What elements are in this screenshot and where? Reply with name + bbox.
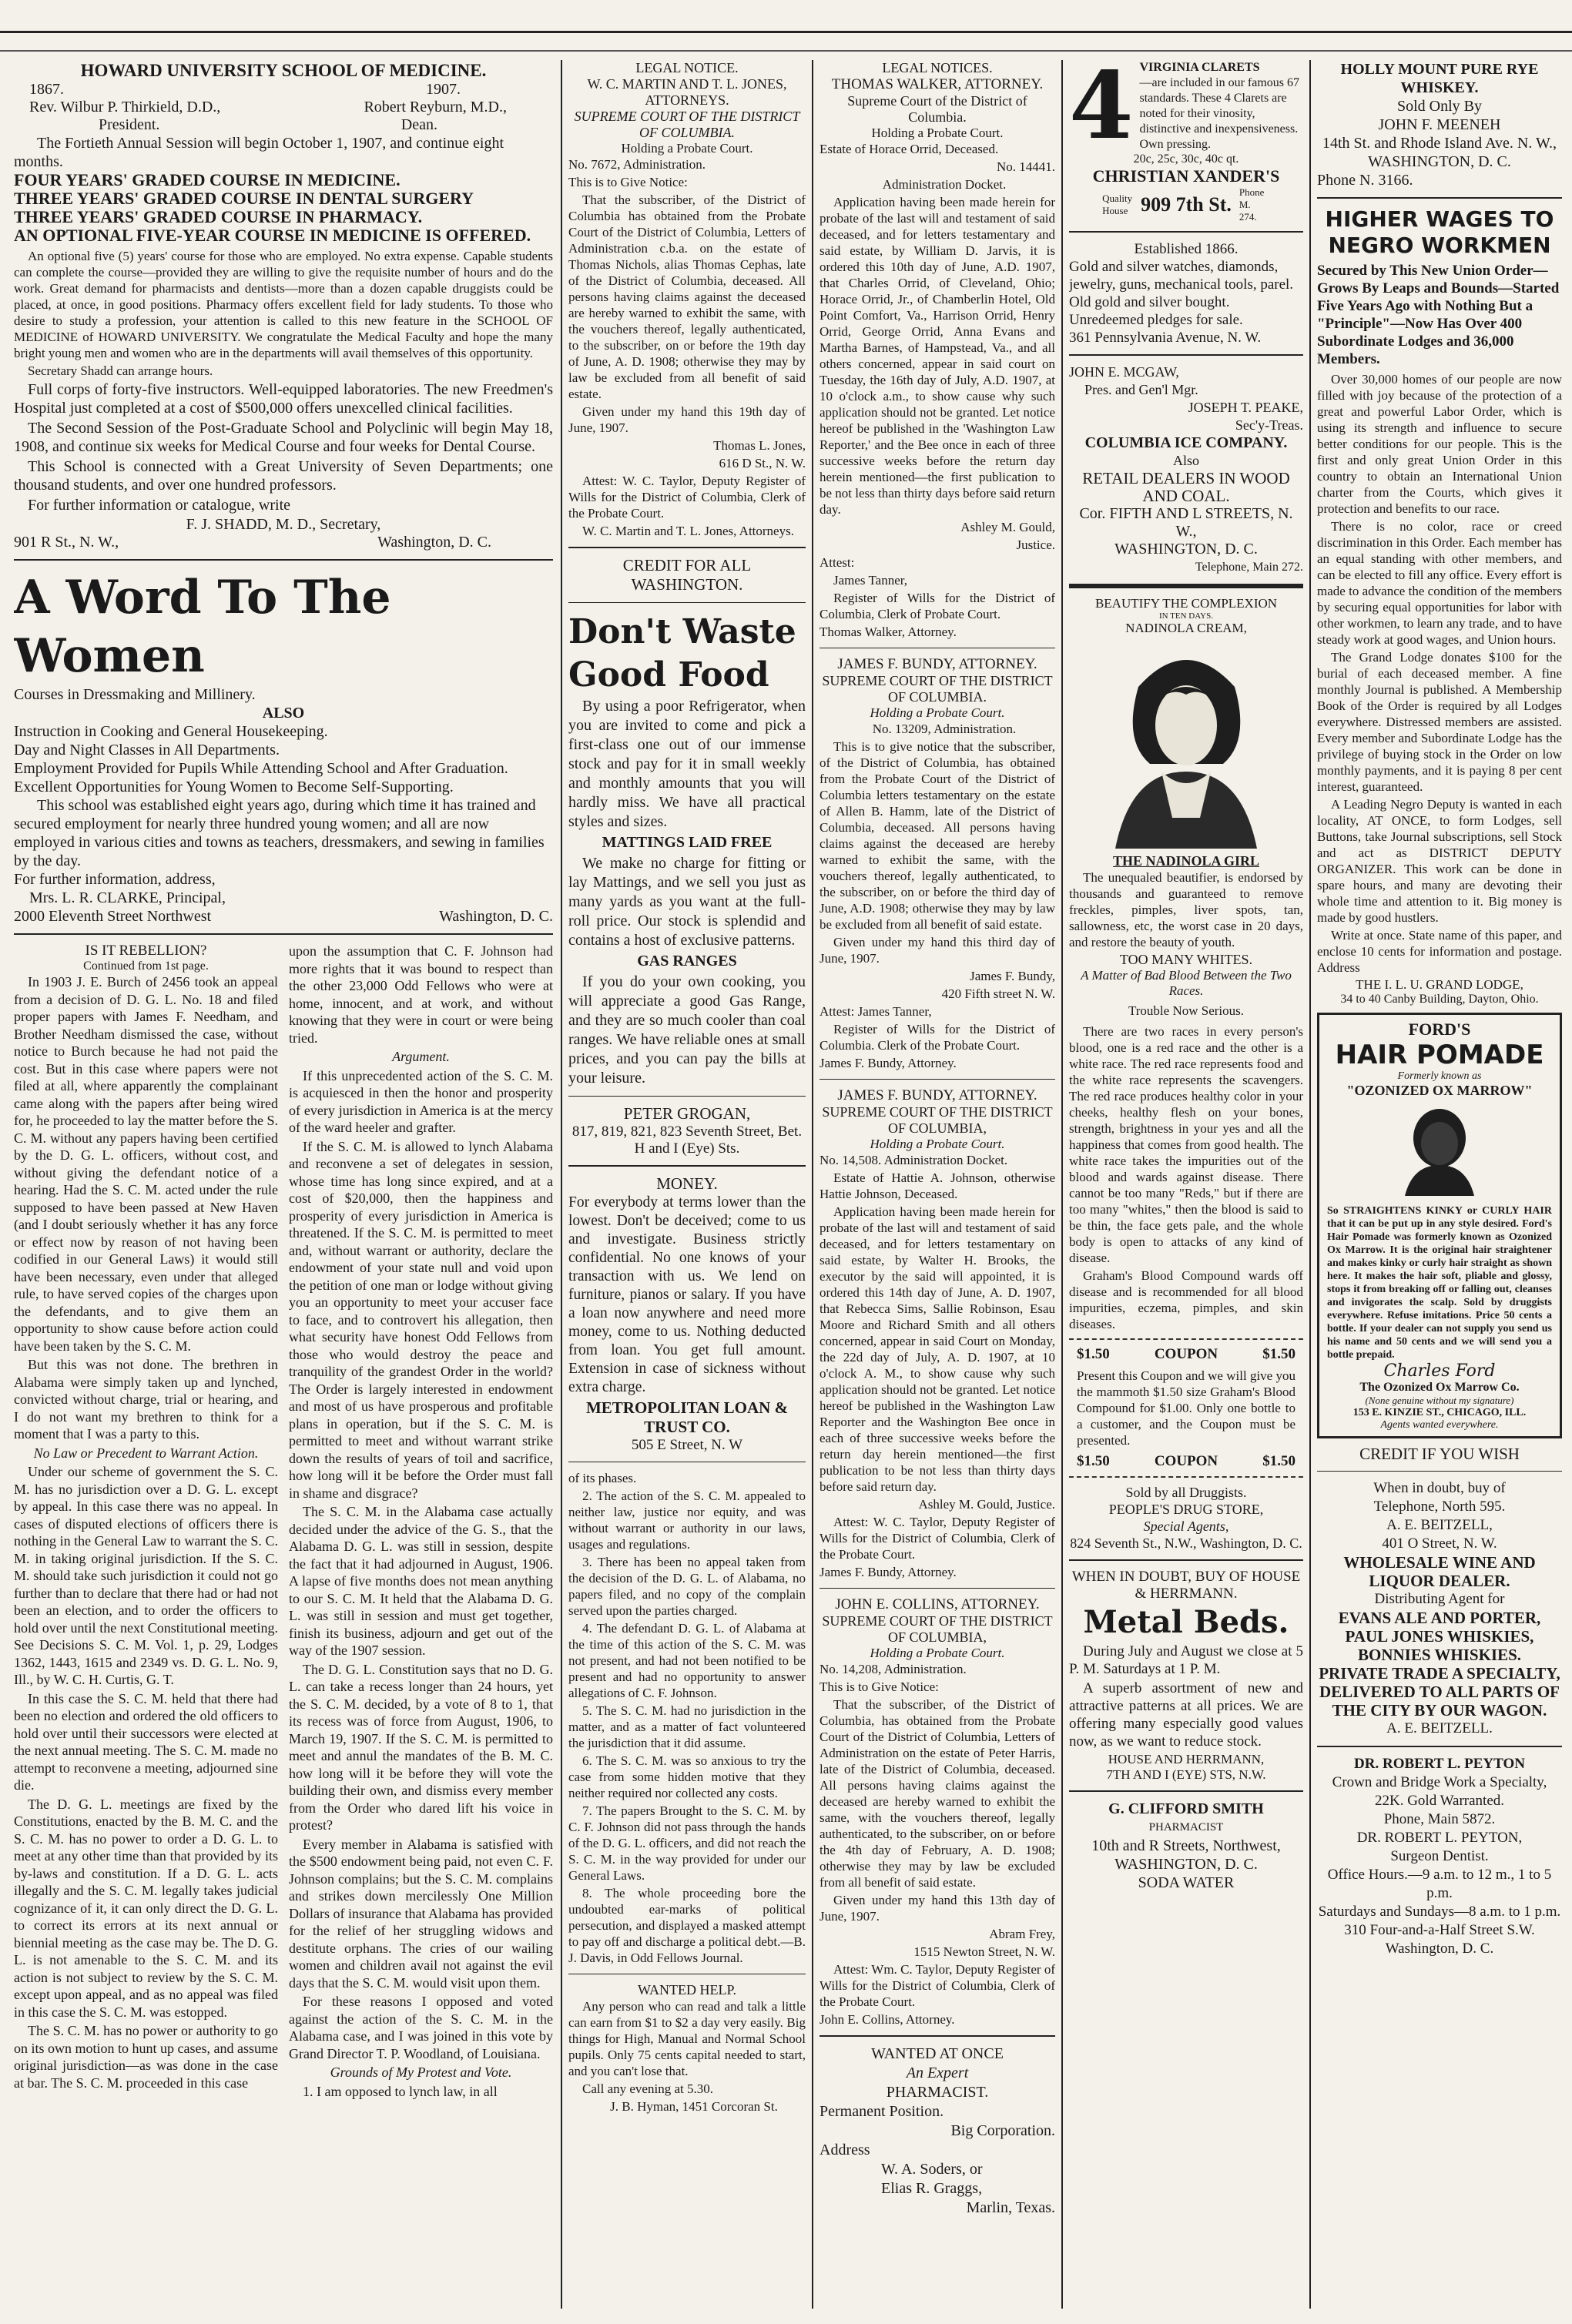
divider [1317,197,1562,199]
wages-text: Over 30,000 homes of our people are now filled with joy because of the protection of a great and powerful Labor Order, which is using its strength and influence to secure better conditions for our people. This is the first and only great Union Order in this country to obtain an International Union charter from the Courts, which gives it protection and benefits to our race. [1317,372,1562,516]
article-para: of its phases. [568,1471,637,1485]
hh-address: 7TH AND I (EYE) STS, N.W. [1106,1767,1266,1782]
legal-signer-address: 420 Fifth street N. W. [941,986,1055,1001]
article-para: If the S. C. M. is allowed to lynch Alabama and reconvene a set of delegates in session, whose time has long since expired, and at a cost of $20,000, then the happiness and prosperity of every jurisdiction in America is threatened. If the S. C. M. is permitted to meet and, without warrant or authority, declare the endowment of your state null and void upon the petition of one man or lodge without giving you an opportunity to meet your accuser face to face, and to controvert his allegation, then what security have honest Odd Fellows from those who would destroy the peace and tranquility of the grandest Order in the world? The Order is largely interested in endowment and most of us have prosperous and profitable plans in operation, but if the S. C. M. is permitted to meet and without warrant strike down the results of years of toil and sacrifice, how long will it be before the Order must fall in shame and disgrace? [289,1138,553,1501]
article-para: 2. The action of the S. C. M. appealed to neither law, justice nor equity, and was without warrant or authority in our laws, usages and regulations. [568,1488,806,1552]
divider [1069,1790,1303,1792]
article-para: upon the assumption that C. F. Johnson had more rights that it was bound to respect than the other 23,000 Odd Fellows who were at home, innocent, and at work, and without knowing that they were in court or were being tried. [289,943,553,1046]
coupon-border [1069,1476,1303,1478]
claret-prices: 20c, 25c, 30c, 40c qt. [1133,152,1239,166]
legal-attest: Attest: W. C. Taylor, Deputy Register of Wills for the District of Columbia, Clerk of the Probate Court. [568,474,806,521]
coupon-price: $1.50 [1262,1453,1295,1469]
legal-signer: Abram Frey, [989,1927,1055,1941]
legal-number: No. 13209, Administration. [872,722,1017,736]
wages-text: Write at once. State name of this paper, and enclose 10 cents for information and postage. Address [1317,928,1562,975]
legal-probate: Holding a Probate Court. [621,141,753,156]
wages-title: HIGHER WAGES TO NEGRO WORKMEN [1325,206,1554,258]
article-para: In 1903 J. E. Burch of 2456 took an appeal from a decision of D. G. L. No. 18 and filed proper papers with James F. Needham, and Brother Needham dismissed the case, without notice to Burch because he had not paid the cost. But in this case where papers were not filed at all, where apparently the complainant came along with the papers after being wired for, he proceeded to lay the matter before the S. C. M. without any papers having been certified by the D. G. L. officers, without cost, and without giving the defendant notice of a hearing. Had the S. C. M. acted under the rule supposed to have been passed at New Haven (and I doubt seriously whether it has any force or effect now by reason of not having been codified in our General Laws) it would still have been necessary, even under that alleged rule, to have served copies of the charges upon the defendants, and to give them an opportunity to show cause before action could have been taken by the S. C. M. [14,974,278,1354]
legal-attorney: JAMES F. BUNDY, ATTORNEY. [837,656,1037,672]
article-para: 6. The S. C. M. was so anxious to try the case from some hidden motive that they neither required nor collected any costs. [568,1753,806,1800]
pomade-formerly: Formerly known as [1397,1070,1482,1082]
legal-give: This is to Give Notice: [820,1679,939,1694]
women-ad [14,568,553,926]
coupon-label: COUPON [1154,1453,1218,1469]
legal-probate: Holding a Probate Court. [870,1646,1005,1660]
women-also: ALSO [262,705,305,722]
howard-intro: The Fortieth Annual Session will begin October 1, 1907, and continue eight months. [14,135,504,170]
beitzell-address: 401 O Street, N. W. [1382,1535,1497,1552]
legal-text: Application having been made herein for probate of the last will and testament of said deceased, and for letters testamentary and said estate, by William D. Jarvis, it is ordered this 10th day of June, A.D. 1907, that Charles Orrid, of Cleveland, Ohio; Horace Orrid, Jr., of Chamberlin Hotel, Old Point Comfort, Va., Harrison Orrid, Henry Orrid, George Orrid, Anna Evans and Martha Barnes, of Hampstead, Va., and all others concerned, appear in said court on Tuesday, the 16th day of July, A.D. 1907, at 10 o'clock a.m., to show cause why such application should not be granted. Let notice hereof be published in the 'Washington Law Reporter,' and the Bee once in each of three successive weeks before the return day herein mentioned—the first publication to be not less than thirty days before said return day. [820,195,1055,517]
wanted-heading: WANTED HELP. [638,1982,736,1998]
legal-number: No. 14,208, Administration. [820,1662,967,1676]
peoples-address: 824 Seventh St., N.W., Washington, D. C. [1070,1535,1302,1551]
ice-retail: RETAIL DEALERS IN WOOD AND COAL. [1082,469,1290,505]
ozco-name: The Ozonized Ox Marrow Co. [1359,1381,1520,1394]
article-para: Every member in Alabama is satisfied with the $500 endowment being paid, not even C. F. Johnson complains; but the S. C. M. complains and strikes down mercilessly One Million Dollars of insurance that Alabama has provided for the relief of her struggling widows and destitute orphans. The cries of our wailing women and children avail not against the evil days that the S. C. M. would visit upon them. [289,1836,553,1991]
peyton-title: Surgeon Dentist. [1390,1848,1489,1864]
women-city: Washington, D. C. [439,908,553,925]
women-line: Courses in Dressmaking and Millinery. [14,686,256,703]
legal-attorney-footer: Thomas Walker, Attorney. [820,625,957,639]
legal-number: No. 14,508. Administration Docket. [820,1153,1008,1167]
howard-signer: F. J. SHADD, M. D., Secretary, [186,516,381,533]
wages-text: A Leading Negro Deputy is wanted in each locality, AT ONCE, to form Lodges, sell Buttons, take Journal subscriptions, sell Stock and act as DISTRICT DEPUTY ORGANIZER. This work can be done in spare hours, and many are devoting their whole time and attention to it. Big money is made by good hustlers. [1317,797,1562,925]
legal-text: That the subscriber, of the District of Columbia has obtained from the Probate Court of the District of Columbia, Letters of Administration c.b.a. on the estate of Thomas Nichols, alias Thomas Cephas, late of the District of Columbia, deceased. All persons having claims against the deceased are hereby warned to exhibit the same, with the vouchers thereof, legally authenticated, to the subscriber, on or before the 19th day of June, A. D. 1908; otherwise they may by law be excluded from all benefit of said estate. [568,193,806,401]
howard-address: 901 R St., N. W., [14,534,119,551]
article-para: For these reasons I opposed and voted against the action of the S. C. M. in the Alabama case, and I was joined in this vote by Grand Director T. P. Woodland, of Louisiana. [289,1994,553,2061]
legal-attorney-footer: James F. Bundy, Attorney. [820,1565,957,1579]
coupon-price: $1.50 [1262,1346,1295,1362]
column-3 [820,60,1055,2309]
gas-heading: GAS RANGES [637,953,737,969]
divider [1069,584,1303,588]
holly-title: HOLLY MOUNT PURE RYE WHISKEY. [1340,61,1539,96]
peyton-ad [1317,1755,1562,1958]
wages-text: There is no color, race or creed discrimination in this Order. Each member has an equal standing with other members, and can be elected to fill any office. Every effort is made to advance the condition of the members by securing equal opportunities for labor with other workmen, to learn any trade, and to have steady work at good wages, and Union hours. [1317,519,1562,647]
whites-trouble: Trouble Now Serious. [1128,1003,1245,1018]
money-heading: MONEY. [656,1174,718,1193]
portrait-icon [1084,641,1288,849]
column-rule [812,60,813,2309]
howard-para: For further information or catalogue, write [28,497,290,514]
wanted-contact: W. A. Soders, or [881,2161,983,2178]
fords-pomade-ad [1317,1013,1562,1438]
role-label: President. [99,116,160,133]
legal-court: SUPREME COURT OF THE DISTRICT OF COLUMBIA. [822,673,1053,705]
article-para: 3. There has been no appeal taken from the decision of the D. G. L. of Alabama, no papers filed, and no copy of the complain served upon the parties charged. [568,1555,806,1618]
article-para: If this unprecedented action of the S. C. M. is acquiesced in then the honor and prosperity of every jurisdiction in America is at the mercy of the ward heeler and grafter. [289,1067,553,1135]
pawn-address: 361 Pennsylvania Avenue, N. W. [1069,330,1262,346]
beitzell-wholesale: WHOLESALE WINE AND LIQUOR DEALER. [1343,1553,1536,1590]
divider [568,1096,806,1097]
ozco-note: (None genuine without my signature) [1365,1395,1514,1406]
portrait-icon [1397,1103,1482,1196]
metro-address: 505 E Street, N. W [631,1437,743,1453]
whites-text: There are two races in every person's blood, one is a red race and the other is a white race. The red race represents food and the white race represents the scavengers. The red race produces healthy color in your cheeks, healthy flesh on your bones, strength, brightness in your yes and all the happiness that comes from good health. The white race takes the impurities out of the blood and wards against disease. There cannot be too many "Reds," but if there are too many "whites," then the blood is said to be thin, the face gets pale, and the whole body is open to attacks of any kind of disease. [1069,1024,1303,1265]
pawn-ad [1069,240,1303,347]
holly-address: 14th St. and Rhode Island Ave. N. W., [1322,135,1557,152]
beitzell-telephone: Telephone, North 595. [1373,1499,1506,1515]
nadinola-girl-illustration [1084,641,1288,849]
divider [1317,1746,1562,1747]
legal-attorneys: W. C. MARTIN AND T. L. JONES, ATTORNEYS. [587,76,787,108]
article-para: 1. I am opposed to lynch law, in all [303,2083,498,2099]
wanted-corp: Big Corporation. [950,2122,1055,2139]
legal-estate: Estate of Horace Orrid, Deceased. [820,142,999,156]
legal-number: No. 14441. [996,159,1055,174]
ice-president: JOHN E. MCGAW, [1069,364,1179,380]
nadinola-ad [1069,596,1303,950]
article-para: 8. The whole proceeding bore the undoubted ear-marks of political persecution, and displayed a masked attempt to pay off and discharge a political debt.—B. J. Davis, in Odd Fellows Journal. [568,1886,806,1965]
wanted-heading: WANTED AT ONCE [871,2045,1004,2062]
howard-year-end: 1907. [426,81,461,98]
pawn-text: Old gold and silver bought. [1069,294,1230,310]
women-line: For further information, address, [14,871,216,888]
holly-phone: Phone N. 3166. [1317,172,1413,189]
beitzell-name: A. E. BEITZELL. [1386,1720,1493,1736]
whites-text: Graham's Blood Compound wards off disease and is recommended for all blood impurities, eczema, pimples, and skin diseases. [1069,1268,1303,1331]
druggists-line: Sold by all Druggists. [1125,1485,1247,1500]
article-para: The S. C. M. in the Alabama case actually decided under the advice of the G. S., that the Alabama D. G. L. was still in session, despite the fact that it had adjourned in August, 1906. A lapse of five months does not mean anything to our S. C. M. It held that the Alabama D. G. L. was still in session and must get together, finish its business, adjourn and get out of the way of the 1907 session. [289,1504,553,1658]
wages-text: The Grand Lodge donates $100 for the burial of each deceased member. A fine monthly Journal is published. A Membership Book of the Order is required by all Lodges everywhere. Distressed members are assisted. Every member and Subordinate Lodge has the privilege of buying stock in the Order on low monthly payments, and it is paying 8 per cent interest, guaranteed. [1317,650,1562,794]
legal-register-name: James Tanner, [833,573,908,588]
smith-soda: SODA WATER [1138,1874,1235,1891]
ilu-name: THE I. L. U. GRAND LODGE, [1356,977,1523,992]
legal-attorney-footer: John E. Collins, Attorney. [820,2012,955,2027]
xander-address: 909 7th St. [1141,193,1232,216]
grogan-name: PETER GROGAN, [623,1104,751,1123]
legal-attest: Attest: Wm. C. Taylor, Deputy Register of Wills for the District of Columbia, Clerk of the Probate Court. [820,1962,1055,2009]
hh-name: HOUSE AND HERRMANN, [1108,1752,1265,1766]
credit-heading: CREDIT IF YOU WISH [1359,1445,1520,1463]
divider [1069,231,1303,233]
legal-attorneys-footer: W. C. Martin and T. L. Jones, Attorneys. [582,524,794,538]
legal-text: Application having been made herein for probate of the last will and testament of said deceased, and for letters testamentary on said estate, by Walter H. Brooks, the executor by the said will appointed, it is ordered this 14th day of June, A. D. 1907, that Rebecca Sims, Sallie Robinson, Esau Moore and Richard Smith and all others concerned, appear in said Court on Monday, the 22d day of July, A. D. 1907, at 10 o'clock A. M., to show cause why such application should not be granted. Let notice hereof be published in the Washington Law Reporter and the Washington Bee once in each of three successive weeks before the return day herein mentioned—the first publication to be not less than thirty days before said return day. [820,1204,1055,1494]
divider [568,602,806,603]
ice-telephone: Telephone, Main 272. [1195,561,1303,574]
column-rule [1061,60,1063,2309]
legal-given: Given under my hand this 13th day of June, 1907. [820,1893,1055,1924]
hh-heading: WHEN IN DOUBT, BUY OF HOUSE & HERRMANN. [1071,1569,1301,1602]
women-title: A Word To The Women [14,571,391,683]
peoples-drug: PEOPLE'S DRUG STORE, [1108,1502,1264,1517]
divider [568,547,806,548]
smith-title: PHARMACIST [1148,1821,1224,1833]
howard-year-start: 1867. [29,81,64,98]
article-para: The D. G. L. meetings are fixed by the Constitutions, enacted by the B. M. C. and the S. C. M. has no power to order a D. G. L. to meet at any other time than that provided by its by-laws and constitution. If a D. G. L. acts illegally and the S. C. M. legally takes judicial cognizance of it, it can only direct the D. G. L. to correct its errors at its next annual or biennial meeting as the case may be. The D. G. L. is not amenable to the S. C. M. and its action is not subject to review by the S. C. M. except upon appeal, and as no appeal was filed in this case the S. C. M. was estopped. [14,1796,278,2020]
ilu-address: 34 to 40 Canby Building, Dayton, Ohio. [1340,993,1539,1006]
legal-given: Given under my hand this third day of June, 1907. [820,935,1055,966]
wanted-permanent: Permanent Position. [820,2103,944,2120]
divider [820,2035,1055,2037]
legal-register: Register of Wills for the District of Columbia. Clerk of the Probate Court. [820,1022,1055,1053]
wanted-call: Call any evening at 5.30. [582,2081,713,2096]
holly-city: WASHINGTON, D. C. [1368,153,1511,170]
ice-ad [1069,363,1303,576]
claret-text: —are included in our famous 67 standards. These 4 Clarets are noted for their vinosity, distinctive and inexpensiveness. Own pressing. [1139,76,1299,151]
legal-register: Register of Wills for the District of Columbia, Clerk of Probate Court. [820,591,1055,621]
gas-text: If you do your own cooking, you will appreciate a good Gas Range, and they are so much cooler than coal ranges. We have reliable ones at small prices, and you can pay the bills at your leisure. [568,973,806,1087]
waste-text: By using a poor Refrigerator, when you are invited to come and pick a first-class one out of our immense stock and pay for it in small weekly and monthly amounts that you will hardly miss. We have all practical styles and sizes. [568,698,806,830]
beitzell-name: A. E. BEITZELL, [1386,1517,1493,1533]
article-para: The D. G. L. Constitution says that no D. G. L. can take a recess longer than 24 hours, yet the S. C. M. decided, by a vote of 8 to 1, that its recess was of force from August, 1906, to March 19, 1907. If the S. C. M. is permitted to meet and annul the mandates of the B. M. C. how long will it be before they will vote the building their own, and dismiss every member from the Order who dared lift his voice in protest? [289,1661,553,1833]
wanted-expert: An Expert [906,2064,969,2081]
divider [820,1079,1055,1080]
howard-para: An optional five (5) years' course for those who are employed. No extra expense. Capable students can complete the course—provided they are willing to give the requisite number of hours and do the work. Great demand for pharmacists and dentists—more than a dozen capable druggists could be placed, at once, in good positions. Pharmacy offers excellent field for lady students. To those who desire to study a profession, your attention is called to this new feature in the SCHOOL OF MEDICINE of HOWARD UNIVERSITY. We congratulate the Medical Faculty and hope the many bright young men and women who are in the departments will avail themselves of this opportunity. [14,249,553,360]
course-line: THREE YEARS' GRADED COURSE IN PHARMACY. [14,207,423,226]
article-continued: Continued from 1st page. [83,959,209,973]
legal-signer: Ashley M. Gould, [960,520,1055,534]
ozco-agents: Agents wanted everywhere. [1380,1419,1499,1431]
wanted-address-label: Address [820,2141,870,2158]
beitzell-ad [1317,1445,1562,1738]
fords-signature: Charles Ford [1383,1361,1496,1381]
holly-sold: Sold Only By [1396,98,1483,115]
coupon-price: $1.50 [1077,1453,1110,1469]
article-para: Under our scheme of government the S. C. M. has no jurisdiction over a D. G. L. except by appeal. In this case there was no appeal. In cases of disputed elections of officers there is nothing in the General Law to warrant the S. C. M. in taking original jurisdiction. If the S. C. M. should take such jurisdiction it could not go further than to declare that there had or had not been an election, and to order the officers to hold over until the next Constitutional meeting. See Decisions S. C. M. Vol. 1, p. 29, Lodges 1362, 1443, 1615 and 2349 vs. D. G. L. No. 9, Ill., by W. C. H. Curtis, G. T. [14,1464,278,1687]
divider [1317,1471,1562,1472]
peyton-hours: Office Hours.—9 a.m. to 12 m., 1 to 5 p.m. [1327,1867,1552,1901]
article-para: In this case the S. C. M. held that there had been no election and ordered the old officers to hold over until their successors were elected at the next annual meeting. The S. C. M. made no attempt to reconvene a meeting, adjourned sine die. [14,1690,278,1793]
pomade-text: So STRAIGHTENS KINKY or CURLY HAIR that it can be put up in any style desired. Ford's Hair Pomade was formerly known as Ozonized Ox Marrow. It is the original hair straightener and makes kinky or curly hair straight as shown here. It makes the hair soft, pliable and glossy, stops it from breaking off or falling out, cleanses and invigorates the scalp. Sold by druggists everywhere. Refuse imitations. Price 50 cents a bottle. If your dealer can not supply you send us his name and 50 cents and we will send you a bottle prepaid. [1327,1205,1552,1361]
smith-name: G. CLIFFORD SMITH [1108,1800,1264,1817]
women-principal: Mrs. L. R. CLARKE, Principal, [29,889,226,906]
article-para: 4. The defendant D. G. L. of Alabama at the time of this action of the S. C. M. was not present, and had not been notified to be present and had no opportunity to answer allegations of C. F. Johnson. [568,1621,806,1700]
divider [568,1165,806,1167]
fords-name: FORD'S [1408,1020,1471,1039]
legal-give: This is to Give Notice: [568,175,688,189]
credit-heading: CREDIT FOR ALL WASHINGTON. [622,556,752,594]
legal-number: No. 7672, Administration. [568,157,706,172]
pawn-text: Gold and silver watches, diamonds, jewelry, guns, mechanical tools, parel. [1069,259,1294,293]
nadinola-caption: THE NADINOLA GIRL [1112,853,1260,869]
legal-notices-title: LEGAL NOTICES. [882,60,993,75]
coupon-label: COUPON [1154,1346,1218,1362]
masthead-rule [0,31,1572,52]
legal-attest: Attest: W. C. Taylor, Deputy Register of Wills for the District of Columbia, Clerk of the Probate Court. [820,1515,1055,1562]
coupon-text: Present this Coupon and we will give you the mammoth $1.50 size Graham's Blood Compound for $1.00. Only one bottle to a customer, and the Coupon must be presented. [1077,1368,1295,1448]
nadinola-days: IN TEN DAYS. [1159,611,1213,621]
column-2 [568,60,806,2309]
mattings-text: We make no charge for fitting or lay Mattings, and we sell you just as many yards as you want at the full-roll price. Our stock is splendid and contains a host of exclusive patterns. [568,855,806,949]
howard-president: Rev. Wilbur P. Thirkield, D.D., [29,99,221,116]
howard-para: This School is connected with a Great University of Seven Departments; one thousand students, and over one hundred professors. [14,458,553,494]
course-line: AN OPTIONAL FIVE-YEAR COURSE IN MEDICINE IS OFFERED. [14,226,531,245]
women-line: This school was established eight years ago, during which time it has trained and secured employment for nearly three hundred young women; and all are now employed in various cities and towns as teachers, dressmakers, and sewing in families by the day. [14,797,545,869]
legal-probate: Holding a Probate Court. [870,705,1005,720]
course-line: FOUR YEARS' GRADED COURSE IN MEDICINE. [14,170,401,189]
peyton-phone: Phone, Main 5872. [1383,1811,1496,1827]
women-address: 2000 Eleventh Street Northwest [14,908,212,925]
divider [14,559,553,561]
howard-ad [14,60,553,551]
beitzell-doubt: When in doubt, buy of [1373,1480,1506,1496]
howard-city: Washington, D. C. [377,534,491,551]
legal-signer-title: Justice. [1016,537,1055,552]
metal-text: During July and August we close at 5 P. M. Saturdays at 1 P. M. [1069,1643,1303,1677]
ice-president-title: Pres. and Gen'l Mgr. [1084,382,1198,397]
four-numeral: 4 [1069,60,1134,160]
howard-para: Full corps of forty-five instructors. Well-equipped laboratories. The new Freedmen's Hospital just completed at a cost of $500,000 offers unexcelled clinical facilities. [14,381,553,417]
pawn-established: Established 1866. [1134,241,1238,257]
quality-house: Quality House [1102,193,1133,216]
ice-secretary: JOSEPH T. PEAKE, [1188,400,1303,415]
legal-probate: Holding a Probate Court. [870,1137,1005,1151]
pomade-old-name: "OZONIZED OX MARROW" [1346,1083,1533,1098]
holly-ad [1317,60,1562,189]
legal-signer: James F. Bundy, [970,969,1055,983]
waste-title: Don't Waste Good Food [568,612,796,695]
money-text: For everybody at terms lower than the lowest. Don't be deceived; come to us and investigate. Business strictly confidential. No one knows of your transaction with us. We lend on furniture, pianos or salary. If you have a loan now anywhere and need more money, come to us. Nothing deducted from loan. You get full amount. Extension in case of sickness without extra charge. [568,1194,806,1395]
xander-name: CHRISTIAN XANDER'S [1092,166,1280,186]
peyton-name: DR. ROBERT L. PEYTON, [1356,1830,1523,1846]
divider [1069,354,1303,356]
course-line: THREE YEARS' GRADED COURSE IN DENTAL SURGERY [14,189,474,208]
legal-court: SUPREME COURT OF THE DISTRICT OF COLUMBIA, [822,1104,1053,1136]
nadinola-text: The unequaled beautifier, is endorsed by thousands and guaranteed to remove freckles, pimples, liver spots, tan, sallowness, etc, the worst case in 20 days, and restore the beauty of youth. [1069,870,1303,949]
beitzell-private: PRIVATE TRADE A SPECIALTY, DELIVERED TO ALL PARTS OF THE CITY BY OUR WAGON. [1319,1664,1560,1720]
article-subhead: No Law or Precedent to Warrant Action. [33,1445,259,1461]
article-subhead: Grounds of My Protest and Vote. [330,2064,512,2080]
women-line: Day and Night Classes in All Departments. [14,742,280,758]
women-line: Employment Provided for Pupils While Attending School and After Graduation. [14,760,508,777]
wanted-pharmacist-ad [820,2044,1055,2218]
nadinola-name: NADINOLA CREAM, [1125,621,1247,635]
howard-title: HOWARD UNIVERSITY SCHOOL OF MEDICINE. [80,61,487,80]
legal-probate: Holding a Probate Court. [871,126,1004,140]
article-para: 5. The S. C. M. had no jurisdiction in the matter, and as a matter of fact volunteered the jurisdiction that it did assume. [568,1703,806,1750]
legal-court: Supreme Court of the District of Columbia. [847,93,1027,125]
wanted-city: Marlin, Texas. [966,2199,1055,2216]
legal-text: That the subscriber, of the District of Columbia, has obtained from the Probate Court of the District of Columbia, Letters of Administration on the estate of Peter Harris, late of the District of Columbia, deceased. All persons having claims against the deceased are hereby warned to exhibit the same, with the vouchers thereof, legally authenticated, to the subscriber, on or before the 4th day of February, A. D. 1908; otherwise they may by law be excluded from all benefit of said estate. [820,1697,1055,1890]
ice-city: WASHINGTON, D. C. [1114,541,1258,558]
wanted-contact: J. B. Hyman, 1451 Corcoran St. [610,2099,778,2114]
ice-company: COLUMBIA ICE COMPANY. [1084,434,1288,451]
legal-estate: Estate of Hattie A. Johnson, otherwise Hattie Johnson, Deceased. [820,1170,1055,1201]
howard-para: Secretary Shadd can arrange hours. [28,363,213,378]
whites-subhead: A Matter of Bad Blood Between the Two Races. [1081,968,1292,998]
special-agents: Special Agents, [1143,1519,1229,1534]
legal-signer: Thomas L. Jones, [713,438,806,453]
wages-subhead: Secured by This New Union Order—Grows By Leaps and Bounds—Started Five Years Ago with Nothing But a "Principle"—Now Has Over 400 Subordinate Lodges and 36,000 Members. [1317,263,1560,367]
coupon[interactable] [1069,1346,1303,1470]
peyton-weekend: Saturdays and Sundays—8 a.m. to 1 p.m. [1318,1904,1561,1920]
legal-docket: Administration Docket. [882,177,1007,192]
howard-para: The Second Session of the Post-Graduate School and Polyclinic will begin May 18, 1908, and continue six weeks for Medical Course and four weeks for Dental Course. [14,420,553,455]
legal-court: SUPREME COURT OF THE DISTRICT OF COLUMBIA. [574,109,800,140]
coupon-price: $1.50 [1077,1346,1110,1362]
metro-name: METROPOLITAN LOAN & TRUST CO. [585,1398,789,1436]
pawn-text: Unredeemed pledges for sale. [1069,312,1243,328]
metal-beds-title: Metal Beds. [1083,1604,1289,1640]
virginia-clarets: VIRGINIA CLARETS [1139,61,1260,74]
article-para: 7. The papers Brought to the S. C. M. by C. F. Johnson did not pass through the hands of the D. G. L. officers, and did not reach the S. C. M. in the way provided for under our General Laws. [568,1803,806,1883]
legal-notice-title: LEGAL NOTICE. [635,60,739,75]
divider [820,1588,1055,1589]
beitzell-brands: EVANS ALE AND PORTER, PAUL JONES WHISKIES, BONNIES WHISKIES. [1338,1609,1541,1664]
beitzell-distributing: Distributing Agent for [1374,1591,1505,1607]
coupon-border [1069,1338,1303,1340]
peyton-crown: Crown and Bridge Work a Specialty, 22K. Gold Warranted. [1332,1774,1547,1809]
column-rule [561,60,562,2309]
wanted-text: Any person who can read and talk a little can earn from $1 to $2 a day very easily. Big things for High, Manual and Normal School pupils. Only 75 cents capital needed to start, and you can't lose that. [568,1999,806,2078]
smith-city: WASHINGTON, D. C. [1114,1856,1258,1873]
smith-address: 10th and R Streets, Northwest, [1091,1837,1281,1854]
nadinola-heading: BEAUTIFY THE COMPLEXION [1094,596,1278,611]
peyton-name: DR. ROBERT L. PEYTON [1354,1756,1525,1772]
legal-given: Given under my hand this 19th day of June, 1907. [568,404,806,435]
article-para: But this was not done. The brethren in Alabama were simply taken up and lynched, convicted without charge, trial or hearing, and I do not want my brethren to think for a moment that I was a party to this. [14,1357,278,1442]
legal-attorney: THOMAS WALKER, ATTORNEY. [831,76,1044,92]
women-line: Instruction in Cooking and General Housekeeping. [14,723,328,740]
article-title: IS IT REBELLION? [85,943,207,959]
ozco-address: 153 E. KINZIE ST., CHICAGO, ILL. [1352,1407,1527,1418]
metal-text: A superb assortment of new and attractive patterns at all prices. We are offering many especially good values now, as we want to reduce stock. [1069,1680,1303,1750]
ice-secretary-title: Sec'y-Treas. [1235,417,1303,433]
peyton-address: 310 Four-and-a-Half Street S.W. Washington, D. C. [1344,1922,1535,1957]
legal-attorney-footer: James F. Bundy, Attorney. [820,1056,957,1070]
whites-heading: TOO MANY WHITES. [1119,952,1253,967]
mattings-heading: MATTINGS LAID FREE [602,834,773,851]
legal-signer-address: 616 D St., N. W. [719,456,806,470]
women-line: Excellent Opportunities for Young Women to Become Self-Supporting. [14,779,454,795]
holly-dealer: JOHN F. MEENEH [1378,116,1501,133]
grogan-address: 817, 819, 821, 823 Seventh Street, Bet. H and I (Eye) Sts. [571,1123,803,1157]
legal-text: This is to give notice that the subscriber, of the District of Columbia, has obtained from the Probate Court of the District of Columbia letters testamentary on the estate of Allen B. Hamm, late of the District of Columbia, deceased. All persons having claims against the deceased are hereby warned to exhibit the same, with the vouchers thereof, legally authenticated, to the subscriber, on or before the third day of June, A.D. 1908; otherwise they may by law be excluded from all benefit of said estate. [820,739,1055,932]
legal-court: SUPREME COURT OF THE DISTRICT OF COLUMBIA, [822,1613,1053,1645]
divider [1069,1559,1303,1561]
ice-also: Also [1172,453,1199,468]
column-1 [14,60,553,2309]
column-rule [1309,60,1311,2309]
rebellion-article [14,943,553,2101]
xander-phone: Phone M. 274. [1238,186,1265,223]
wanted-contact: Elias R. Graggs, [881,2180,983,2197]
legal-attorney: JAMES F. BUNDY, ATTORNEY. [837,1087,1037,1103]
wanted-pharmacist: PHARMACIST. [886,2084,989,2101]
smith-ad [1069,1800,1303,1892]
role-label: Dean. [401,116,437,133]
ice-address: Cor. FIFTH AND L STREETS, N. W., [1079,505,1293,540]
article-subhead: Argument. [392,1049,450,1064]
legal-attorney: JOHN E. COLLINS, ATTORNEY. [835,1596,1040,1612]
legal-attest: Attest: [820,555,855,570]
column-5 [1317,60,1562,2309]
article-para: The S. C. M. has no power or authority to go on its own motion to hunt up cases, and assume original jurisdiction—as was done in the case at bar. The S. C. M. proceeded in this case [14,2023,278,2091]
legal-signer-address: 1515 Newton Street, N. W. [913,1944,1055,1959]
pomade-title: HAIR POMADE [1335,1040,1544,1070]
divider [14,933,553,935]
column-4 [1069,60,1303,2309]
legal-attest: Attest: James Tanner, [820,1004,932,1019]
legal-signer: Ashley M. Gould, Justice. [918,1497,1055,1512]
howard-dean: Robert Reyburn, M.D., [364,99,507,116]
